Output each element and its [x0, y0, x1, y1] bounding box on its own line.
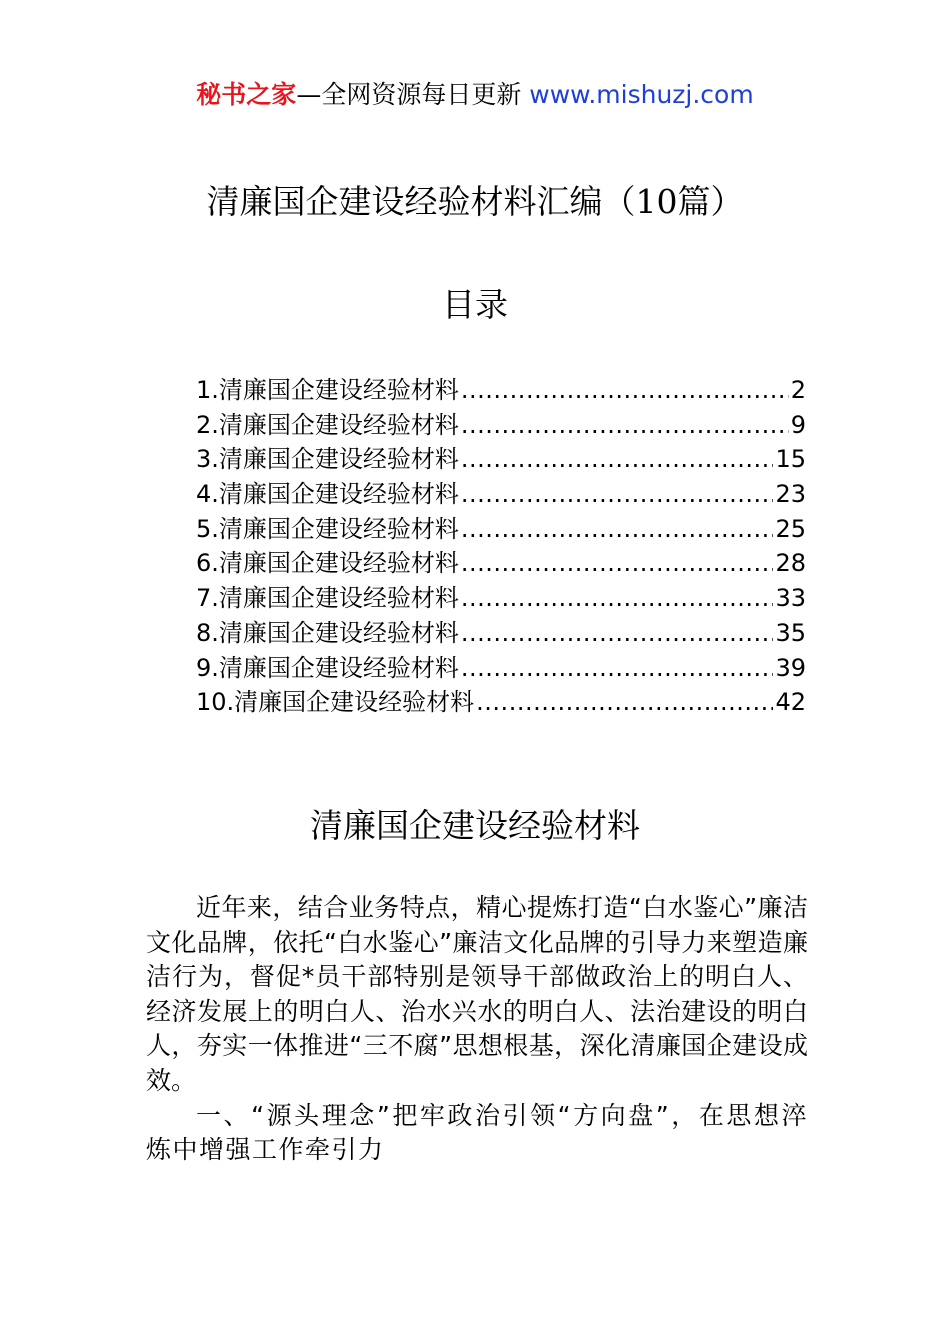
toc-item-page: 25: [775, 514, 806, 543]
toc-item-label: 4.清廉国企建设经验材料: [196, 480, 459, 509]
toc-leader-dots: [476, 685, 773, 720]
toc-leader-dots: [461, 616, 774, 651]
body-subheading: 一、“源头理念”把牢政治引领“方向盘”，在思想淬炼中增强工作牵引力: [146, 1100, 808, 1165]
toc-item-page: 35: [775, 618, 806, 647]
toc-leader-dots: [461, 408, 789, 443]
toc-item-label: 2.清廉国企建设经验材料: [196, 410, 459, 439]
toc-item-label: 7.清廉国企建设经验材料: [196, 584, 459, 613]
toc-item-page: 9: [790, 410, 806, 439]
toc-leader-dots: [461, 512, 774, 547]
toc-item[interactable]: [196, 651, 806, 686]
toc-item-label: 10.清廉国企建设经验材料: [196, 688, 475, 717]
site-brand: 秘书之家: [196, 80, 297, 109]
section-body: [146, 891, 808, 1168]
toc-leader-dots: [461, 373, 789, 408]
site-header: [0, 78, 950, 112]
toc-item[interactable]: [196, 685, 806, 720]
toc-item-label: 1.清廉国企建设经验材料: [196, 376, 459, 404]
toc-item-label: 8.清廉国企建设经验材料: [196, 618, 459, 647]
toc-leader-dots: [461, 442, 774, 477]
document-title-suffix: 篇）: [677, 182, 744, 221]
document-title: [0, 180, 950, 224]
toc-item-page: 39: [775, 653, 806, 682]
toc-item-page: 23: [775, 480, 806, 509]
toc-item-label: 3.清廉国企建设经验材料: [196, 445, 459, 474]
toc-item-label: 6.清廉国企建设经验材料: [196, 549, 459, 578]
section-title: 清廉国企建设经验材料: [310, 806, 640, 845]
document-title-prefix: 清廉国企建设经验材料汇编（: [206, 182, 636, 221]
toc-item-page: 2: [790, 376, 806, 404]
toc-item[interactable]: [196, 442, 806, 477]
site-url-link[interactable]: www.mishuzj.com: [529, 80, 754, 109]
table-of-contents: [196, 373, 806, 720]
toc-item-page: 33: [775, 584, 806, 613]
toc-item-page: 15: [775, 445, 806, 474]
toc-leader-dots: [461, 477, 774, 512]
toc-leader-dots: [461, 546, 774, 581]
toc-item[interactable]: [196, 581, 806, 616]
toc-leader-dots: [461, 581, 774, 616]
toc-item[interactable]: [196, 616, 806, 651]
toc-leader-dots: [461, 651, 774, 686]
toc-item-page: 28: [775, 549, 806, 578]
toc-item[interactable]: [196, 512, 806, 547]
toc-heading: 目录: [442, 285, 508, 324]
toc-item[interactable]: [196, 408, 806, 443]
toc-item[interactable]: [196, 546, 806, 581]
site-tagline: —全网资源每日更新: [296, 80, 522, 109]
toc-item-label: 9.清廉国企建设经验材料: [196, 653, 459, 682]
toc-item[interactable]: [196, 477, 806, 512]
toc-item-label: 5.清廉国企建设经验材料: [196, 514, 459, 543]
toc-item-page: 42: [775, 688, 806, 717]
body-paragraph: 近年来，结合业务特点，精心提炼打造“白水鉴心”廉洁文化品牌，依托“白水鉴心”廉洁文化品牌的引导力来塑造廉洁行为，督促*员干部特别是领导干部做政治上的明白人、经济发展上的明白人、治水兴水的明白人、法治建设的明白人，夯实一体推进“三不腐”思想根基，深化清廉国企建设成效。: [146, 893, 808, 1095]
toc-item[interactable]: [196, 373, 806, 408]
document-title-count: 10: [635, 182, 678, 221]
